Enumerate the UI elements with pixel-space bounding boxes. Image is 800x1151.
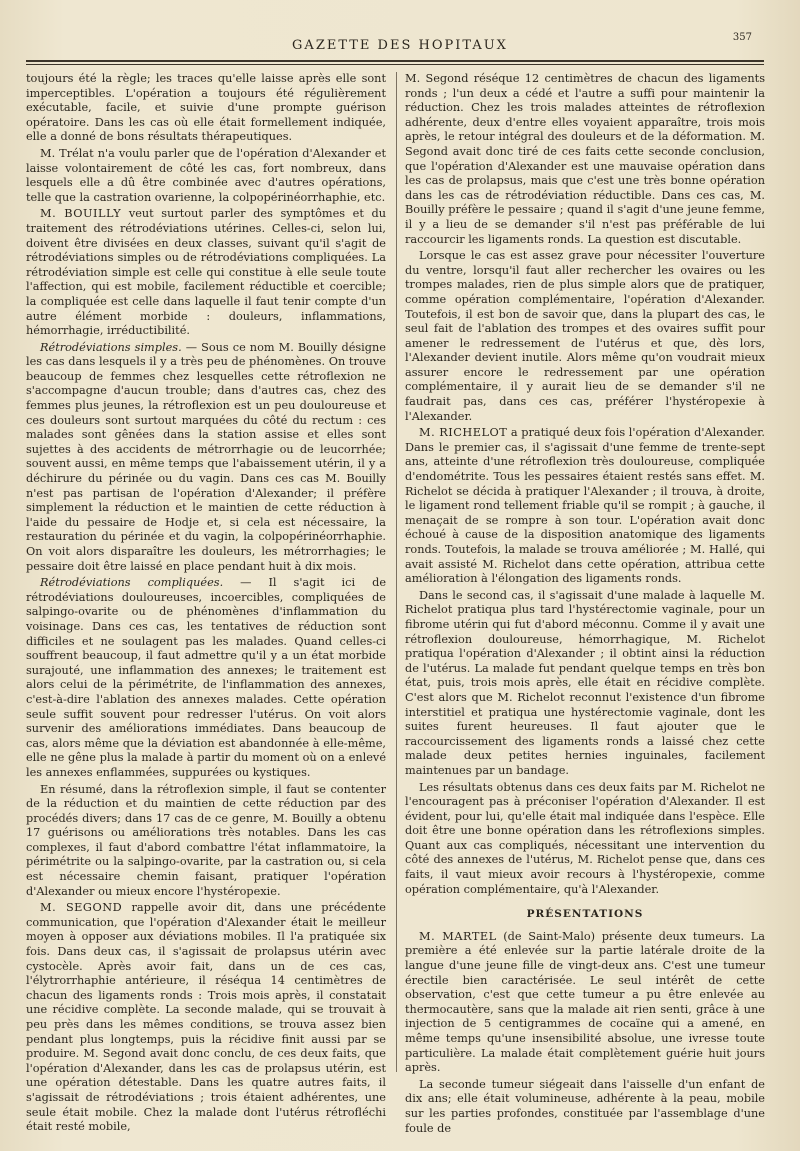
page-number: 357 bbox=[732, 32, 752, 43]
right-column bbox=[405, 72, 765, 1138]
paragraph: M. Segond réséque 12 centimètres de chacun des ligaments ronds ; l'un deux a cédé et l'autre a suffi pour maintenir la réduction. Chez les trois malades atteintes de rétroflexion adhérente, deux d'entre elles voyaient apparaître, trois mois après, le retour intégral des douleurs et de la déformation. M. Segond avait donc tiré de ces faits cette seconde conclusion, que l'opération d'Alexander est une mauvaise opération dans les cas de prolapsus, mais que c'est une très bonne opération dans les cas de rétrodéviation réductible. Dans ces cas, M. Bouilly préfère le pessaire ; quand il s'agit d'une jeune femme, il y a lieu de se demander s'il n'est pas préférable de lui raccourcir les ligaments ronds. La question est discutable. bbox=[405, 72, 765, 246]
paragraph: Les résultats obtenus dans ces deux faits par M. Richelot ne l'encouragent pas à préconiser l'opération d'Alexander. Il est évident, pour lui, qu'elle était mal indiquée dans l'espèce. Elle doit être une bonne opération dans les rétroflexions simples. Quant aux cas compliqués, nécessitant une intervention du côté des annexes de l'utérus, M. Richelot pense que, dans ces faits, il vaut mieux avoir recours à l'hystéropexie, comme opération complémentaire, qu'à l'Alexander. bbox=[405, 780, 766, 896]
subsection-label: Rétrodéviations simples. bbox=[40, 340, 182, 354]
paragraph: toujours été la règle; les traces qu'elle laisse après elle sont imperceptibles. L'opération a toujours été régulièrement exécutable, facile, et suivie d'une prompte guérison opératoire. Dans les cas où elle était formellement indiquée, elle a donné de bons résultats thérapeutiques. bbox=[26, 72, 386, 144]
paragraph bbox=[405, 930, 765, 1076]
left-column bbox=[26, 72, 386, 1137]
paragraph: La seconde tumeur siégeait dans l'aisselle d'un enfant de dix ans; elle était volumineuse, adhérente à la peau, mobile sur les parties profondes, constituée par l'assemblage d'une foule de bbox=[405, 1077, 765, 1135]
paragraph: En résumé, dans la rétroflexion simple, il faut se contenter de la réduction et du maintien de cette réduction par des procédés divers; dans 17 cas de ce genre, M. Bouilly a obtenu 17 guérisons ou améliorations très notables. Dans les cas complexes, il faut d'abord combattre l'état inflammatoire, la périmétrite ou la salpingo-ovarite, par la castration ou, si cela est nécessaire chemin faisant, pratiquer l'opération d'Alexander ou mieux encore l'hystéropexie. bbox=[26, 782, 386, 898]
speaker-name: M. SEGOND bbox=[40, 901, 123, 915]
journal-title: GAZETTE DES HOPITAUX bbox=[292, 38, 508, 53]
paragraph-text: — Il s'agit ici de rétrodéviations douloureuses, incoercibles, compliquées de salpingo-ovarite ou de phénomènes d'inflammation du voisinage. Dans ces cas, les tentatives de réduction sont difficiles et ne soulagent pas les malades. Quand celles-ci souffrent beaucoup, il faut admettre qu'il y a un état morbide surajouté, une inflammation des annexes; le traitement est alors celui de la périmétrite, de l'inflammation des annexes, c'est-à-dire l'ablation des annexes malades. Cette opération seule suffit souvent pour redresser l'utérus. On voit alors survenir des améliorations immédiates. Dans beaucoup de cas, alors même que la déviation est abandonnée à elle-même, elle ne gêne plus la malade à partir du moment où on a enlevé les annexes enflammées, suppurées ou kystiques. bbox=[26, 576, 387, 779]
speaker-name: M. MARTEL bbox=[419, 929, 497, 943]
paragraph: Lorsque le cas est assez grave pour nécessiter l'ouverture du ventre, lorsqu'il faut aller rechercher les ovaires ou les trompes malades, rien de plus simple alors que de pratiquer, comme opération complémentaire, l'opération d'Alexander. Toutefois, il est bon de savoir que, dans la plupart des cas, le seul fait de l'ablation des trompes et des ovaires suffit pour amener le redressement de l'utérus et que, dès lors, l'Alexander devient inutile. Alors même qu'on voudrait mieux assurer encore le redressement par une opération complémentaire, il y aurait lieu de se demander s'il ne faudrait pas, dans ces cas, préférer l'hystéropexie à l'Alexander. bbox=[405, 249, 765, 423]
paragraph bbox=[26, 341, 386, 575]
section-title: PRÉSENTATIONS bbox=[526, 908, 644, 921]
speaker-name: M. BOUILLY bbox=[40, 207, 122, 221]
paragraph-text: rappelle avoir dit, dans une précédente communication, que l'opération d'Alexander était le meilleur moyen à opposer aux déviations mobiles. Il l'a pratiquée six fois. Dans deux cas, il s'agissait de prolapsus utérin avec cystocèle. Après avoir fait, dans un de ces cas, l'élytrorrhaphie antérieure, il réséqua 14 centimètres de chacun des ligaments ronds : Trois mois après, il constatait une récidive complète. La seconde malade, qui se trouvait à peu près dans les mêmes conditions, se trouva assez bien pendant plus longtemps, puis la récidive finit aussi par se produire. M. Segond avait donc conclu, de ces deux faits, que l'opération d'Alexander, dans les cas de prolapsus utérin, est une opération détestable. Dans les quatre autres faits, il s'agissait de rétrodéviations ; trois étaient adhérentes, une seule était mobile. Chez la malade dont l'utérus rétrofléchi était resté mobile, bbox=[26, 901, 386, 1134]
subsection-label: Rétrodéviations compliquées. bbox=[40, 576, 224, 590]
paragraph bbox=[26, 207, 386, 338]
header-rule bbox=[26, 60, 764, 62]
page-header bbox=[0, 30, 800, 60]
speaker-name: M. RICHELOT bbox=[419, 426, 508, 440]
paragraph-text: (de Saint-Malo) présente deux tumeurs. La première a été enlevée sur la partie latérale droite de la langue d'une jeune fille de vingt-deux ans. C'est une tumeur érectile bien caractérisée. Le seul intérêt de cette observation, c'est que cette tumeur a pu être enlevée au thermocautère, sans que la malade ait rien senti, grâce à une injection de 5 centigrammes de cocaïne qui a amené, en même temps qu'une insensibilité absolue, une ivresse toute particulière. La malade était complètement guérie huit jours après. bbox=[405, 929, 765, 1075]
paragraph: M. Trélat n'a voulu parler que de l'opération d'Alexander et laisse volontairement de côté les cas, fort nombreux, dans lesquels elle a dû être combinée avec d'autres opérations, telle que la castration ovarienne, la colpopérinéorrhaphie, etc. bbox=[26, 146, 386, 204]
header-rule-thin bbox=[26, 64, 764, 65]
paragraph-text: a pratiqué deux fois l'opération d'Alexander. Dans le premier cas, il s'agissait d'une femme de trente-sept ans, atteinte d'une rétroflexion très douloureuse, compliquée d'endométrite. Tous les pessaires étaient restés sans effet. M. Richelot se décida à pratiquer l'Alexander ; il trouva, à droite, le ligament rond tellement friable qu'il se rompit ; à gauche, il menaçait de se rompre à son tour. L'opération avait donc échoué à cause de la disposition anatomique des ligaments ronds. Toutefois, la malade se trouva améliorée ; M. Hallé, qui avait assisté M. Richelot dans cette opération, attribua cette amélioration à l'élongation des ligaments ronds. bbox=[405, 426, 765, 586]
paragraph-text: veut surtout parler des symptômes et du traitement des rétrodéviations utérines. Celles-ci, selon lui, doivent être divisées en deux classes, suivant qu'il s'agit de rétrodéviations simples ou de rétrodéviations compliquées. La rétrodéviation simple est celle qui constitue à elle seule toute l'affection, qui est mobile, facilement réductible et coercible; la compliquée est celle dans laquelle il faut tenir compte d'un autre élément morbide : douleurs, inflammations, hémorrhagie, irréductibilité. bbox=[26, 207, 386, 338]
paragraph-text: — Sous ce nom M. Bouilly désigne les cas dans lesquels il y a très peu de phénomènes. On trouve beaucoup de femmes chez lesquelles cette rétroflexion ne s'accompagne d'aucun trouble; dans d'autres cas, chez des femmes plus jeunes, la rétroflexion est un peu douloureuse et ces douleurs sont surtout marquées du côté du rectum : ces malades sont gênées dans la station assise et elles sont sujettes à des accidents de métrorrhagie ou de leucorrhée; souvent aussi, en même temps que l'abaissement utérin, il y a déchirure du périnée ou du vagin. Dans ces cas M. Bouilly n'est pas partisan de l'opération d'Alexander; il préfère simplement la réduction et le maintien de cette réduction à l'aide du pessaire de Hodje et, si cela est nécessaire, la restauration du périnée et du vagin, la colpopérinéorrhaphie. On voit alors disparaître les douleurs, les métrorrhagies; le pessaire doit être laissé en place pendant huit à dix mois. bbox=[26, 340, 386, 573]
paragraph: Dans le second cas, il s'agissait d'une malade à laquelle M. Richelot pratiqua plus tard l'hystérectomie vaginale, pour un fibrome utérin qui fut d'abord méconnu. Comme il y avait une rétroflexion douloureuse, hémorrhagique, M. Richelot pratiqua l'opération d'Alexander ; il obtint ainsi la réduction de l'utérus. La malade fut pendant quelque temps en très bon état, puis, trois mois après, elle était en récidive complète. C'est alors que M. Richelot reconnut l'existence d'un fibrome interstitiel et pratiqua une hystérectomie vaginale, dont les suites furent heureuses. Il faut ajouter que le raccourcissement des ligaments ronds a laissé chez cette malade deux petites hernies inguinales, facilement maintenues par un bandage. bbox=[405, 588, 765, 777]
paragraph bbox=[405, 426, 765, 587]
column-divider bbox=[396, 72, 397, 1072]
paragraph bbox=[26, 901, 386, 1135]
paragraph bbox=[26, 576, 386, 780]
